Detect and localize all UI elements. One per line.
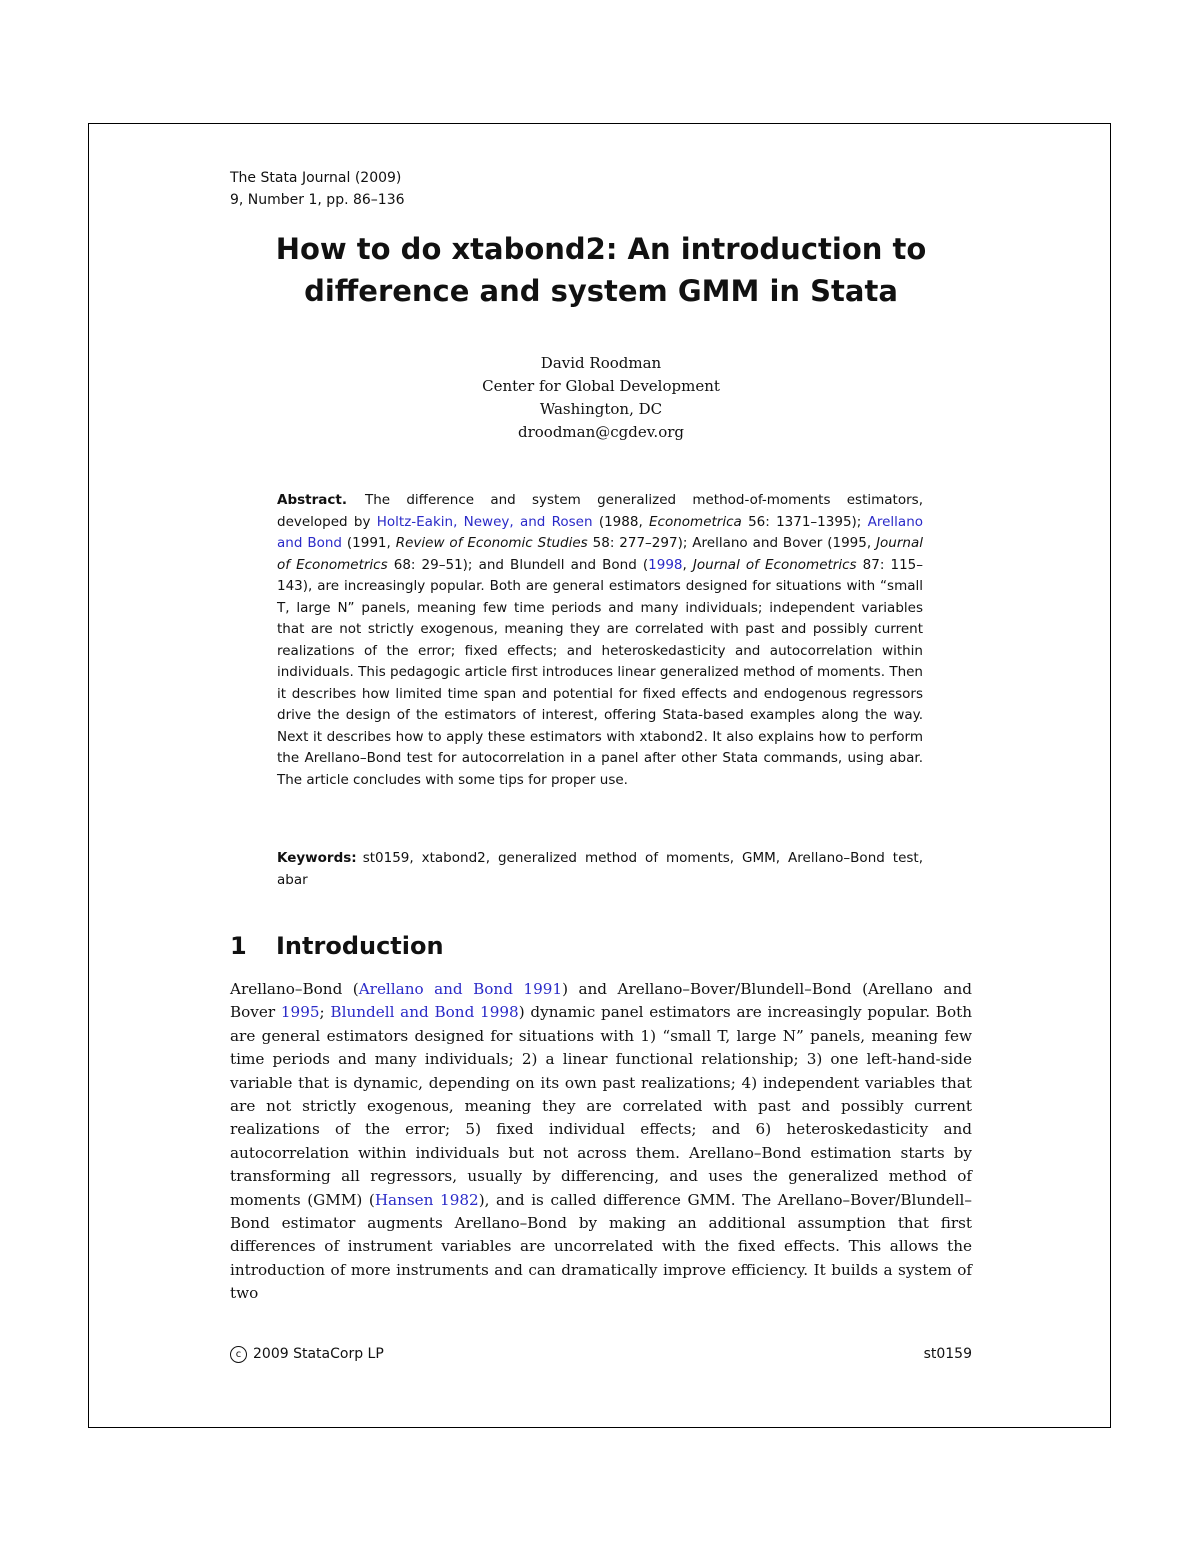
- title-line-2: difference and system GMM in Stata: [304, 274, 898, 308]
- journal-name-italic: Review of Economic Studies: [395, 535, 588, 551]
- intro-text: ;: [319, 1003, 331, 1022]
- abstract-text: 58: 277–297); Arellano and Bover (1995,: [587, 535, 877, 551]
- citation-link-arellano-bond-1991[interactable]: Arellano and Bond 1991: [358, 980, 563, 998]
- citation-link-holtz-eakin[interactable]: Holtz-Eakin, Newey, and Rosen: [376, 513, 593, 530]
- citation-link-1995[interactable]: 1995: [280, 1003, 320, 1022]
- paper-title: [230, 228, 972, 312]
- keywords-text: st0159, xtabond2, generalized method of moments, GMM, Arellano–Bond test, abar: [277, 850, 923, 888]
- citation-link-hansen-1982[interactable]: Hansen 1982: [374, 1190, 479, 1209]
- intro-text: ) dynamic panel estimators are increasingly popular. Both are general estimators designed for situations with 1) “small T, large N” panels, meaning few time periods and many individuals; 2) a linear functional relationship; 3) one left-hand-side variable that is dynamic, depending on its own past realizations; 4) independent variables that are not strictly exogenous, meaning they are correlated with past and possibly current realizations of the error; 5) fixed individual effects; and 6) heteroskedasticity and autocorrelation within individuals but not across them. Arellano–Bond estimation starts by transforming all regressors, usually by differencing, and uses the generalized method of moments (GMM) (: [230, 1003, 972, 1209]
- page-footer: [230, 1343, 972, 1365]
- abstract-text: The difference and system generalized method-of-moments estimators, developed by: [277, 492, 923, 530]
- section-number: 1: [230, 932, 247, 960]
- author-name: David Roodman: [540, 354, 662, 372]
- abstract-text: 56: 1371–1395);: [741, 513, 868, 530]
- introduction-paragraph: [230, 978, 972, 1306]
- journal-issue: 9, Number 1, pp. 86–136: [230, 192, 405, 208]
- journal-name-italic: Journal of Econometrics: [277, 535, 923, 573]
- section-heading: [230, 926, 444, 966]
- abstract-text: 87: 115–143), are increasingly popular. Both are general estimators designed for situations with “small T, large N” panels, meaning few time periods and many individuals; independent variables that are not strictly exogenous, meaning they are correlated with past and possibly current realizations of the error; fixed effects; and heteroskedasticity and autocorrelation within individuals. This pedagogic article first introduces linear generalized method of moments. Then it describes how limited time span and potential for fixed effects and endogenous regressors drive the design of the estimators of interest, offering Stata-based examples along the way. Next it describes how to apply these estimators with xtabond2. It also explains how to perform the Arellano–Bond test for autocorrelation in a panel after other Stata commands, using abar. The article concludes with some tips for proper use.: [277, 556, 924, 788]
- citation-link-blundell-bond-1998[interactable]: Blundell and Bond 1998: [330, 1003, 519, 1022]
- keywords: [277, 848, 923, 891]
- journal-header: [230, 167, 405, 211]
- author-block: [230, 352, 972, 444]
- abstract-label: Abstract.: [277, 492, 347, 508]
- author-email: droodman@cgdev.org: [517, 423, 684, 441]
- author-affiliation: Center for Global Development: [482, 377, 720, 395]
- article-code: st0159: [923, 1346, 972, 1362]
- journal-name-italic: Journal of Econometrics: [692, 556, 857, 573]
- abstract: [277, 490, 923, 791]
- intro-text: ) and Arellano–Bover/Blundell–Bond (Arellano and Bover: [230, 980, 972, 1022]
- copyright-notice: [230, 1343, 384, 1365]
- intro-text: ), and is called difference GMM. The Arellano–Bover/Blundell–Bond estimator augments Arellano–Bond by making an additional assumption that first differences of instrument variables are uncorrelated with the fixed effects. This allows the introduction of more instruments and can dramatically improve efficiency. It builds a system of two: [230, 1190, 972, 1303]
- journal-name-italic: Econometrica: [649, 513, 742, 530]
- copyright-text: 2009 StataCorp LP: [253, 1346, 384, 1362]
- journal-name: The Stata Journal (2009): [230, 170, 402, 186]
- abstract-text: ,: [682, 556, 693, 573]
- keywords-label: Keywords:: [277, 850, 357, 866]
- intro-text: Arellano–Bond (: [230, 980, 359, 998]
- citation-link-1998[interactable]: 1998: [648, 556, 683, 573]
- title-line-1: How to do xtabond2: An introduction to: [275, 232, 927, 266]
- author-location: Washington, DC: [539, 400, 663, 418]
- abstract-text: (1991,: [341, 535, 396, 551]
- copyright-icon: c: [230, 1346, 247, 1363]
- section-title: Introduction: [276, 932, 444, 960]
- citation-link-arellano-bond[interactable]: Arellano and Bond: [277, 513, 924, 551]
- abstract-text: 68: 29–51); and Blundell and Bond (: [387, 556, 649, 573]
- abstract-text: (1988,: [592, 513, 650, 530]
